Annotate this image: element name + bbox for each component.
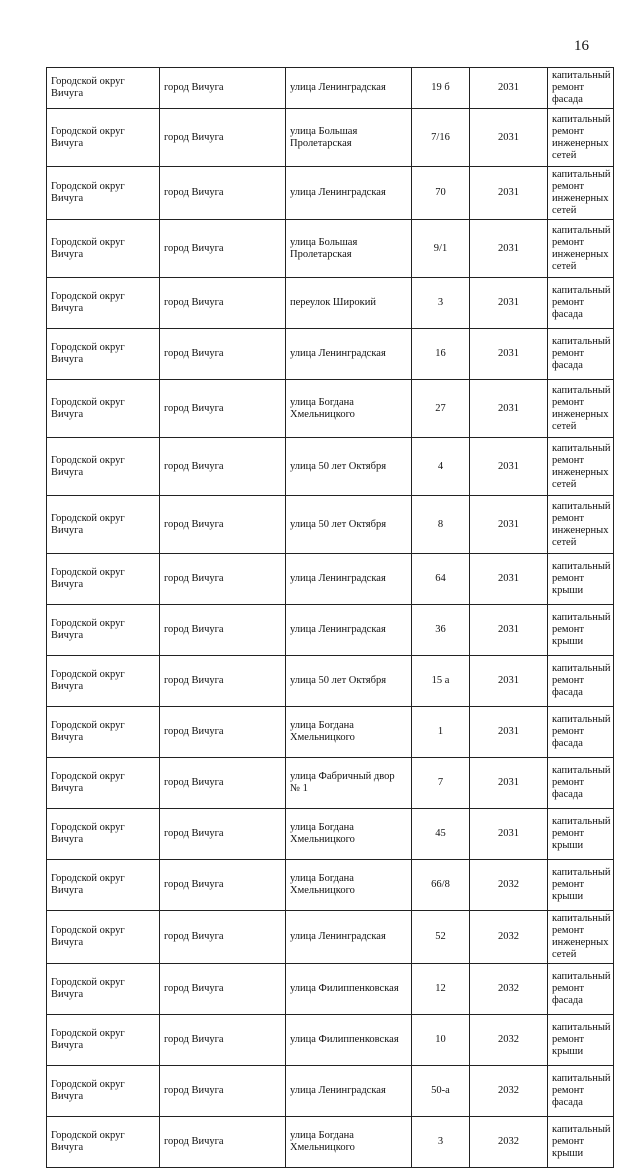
table-row: [47, 329, 614, 380]
municipality-cell: Городской округ Вичуга: [47, 758, 160, 809]
work-type-cell: капитальный ремонт крыши: [548, 1117, 614, 1168]
work-type-cell: капитальный ремонт фасада: [548, 758, 614, 809]
table-row: [47, 707, 614, 758]
municipality-cell: Городской округ Вичуга: [47, 1066, 160, 1117]
work-type-cell: капитальный ремонт фасада: [548, 278, 614, 329]
street-cell: улица Ленинградская: [286, 554, 412, 605]
house-number-cell: 27: [412, 380, 470, 438]
municipality-cell: Городской округ Вичуга: [47, 809, 160, 860]
house-number-cell: 16: [412, 329, 470, 380]
work-type-cell: капитальный ремонт фасада: [548, 707, 614, 758]
street-cell: улица Большая Пролетарская: [286, 109, 412, 167]
table-row: [47, 758, 614, 809]
street-cell: улица Богдана Хмельницкого: [286, 1117, 412, 1168]
table-row: [47, 964, 614, 1015]
municipality-cell: Городской округ Вичуга: [47, 380, 160, 438]
municipality-cell: Городской округ Вичуга: [47, 707, 160, 758]
year-cell: 2032: [470, 1015, 548, 1066]
city-cell: город Вичуга: [160, 707, 286, 758]
table-row: [47, 68, 614, 109]
city-cell: город Вичуга: [160, 554, 286, 605]
year-cell: 2031: [470, 656, 548, 707]
municipality-cell: Городской округ Вичуга: [47, 109, 160, 167]
work-type-cell: капитальный ремонт фасада: [548, 329, 614, 380]
city-cell: город Вичуга: [160, 1066, 286, 1117]
year-cell: 2031: [470, 605, 548, 656]
street-cell: улица Ленинградская: [286, 911, 412, 964]
street-cell: улица Филиппенковская: [286, 964, 412, 1015]
municipality-cell: Городской округ Вичуга: [47, 656, 160, 707]
municipality-cell: Городской округ Вичуга: [47, 1117, 160, 1168]
house-number-cell: 64: [412, 554, 470, 605]
city-cell: город Вичуга: [160, 109, 286, 167]
year-cell: 2031: [470, 68, 548, 109]
city-cell: город Вичуга: [160, 911, 286, 964]
street-cell: улица 50 лет Октября: [286, 496, 412, 554]
house-number-cell: 12: [412, 964, 470, 1015]
municipality-cell: Городской округ Вичуга: [47, 220, 160, 278]
year-cell: 2032: [470, 911, 548, 964]
work-type-cell: капитальный ремонт инженерных сетей: [548, 220, 614, 278]
year-cell: 2031: [470, 707, 548, 758]
street-cell: улица Ленинградская: [286, 1066, 412, 1117]
work-type-cell: капитальный ремонт инженерных сетей: [548, 167, 614, 220]
table-row: [47, 278, 614, 329]
municipality-cell: Городской округ Вичуга: [47, 554, 160, 605]
street-cell: улица Большая Пролетарская: [286, 220, 412, 278]
work-type-cell: капитальный ремонт крыши: [548, 605, 614, 656]
work-type-cell: капитальный ремонт крыши: [548, 860, 614, 911]
table-row: [47, 911, 614, 964]
work-type-cell: капитальный ремонт инженерных сетей: [548, 911, 614, 964]
city-cell: город Вичуга: [160, 278, 286, 329]
municipality-cell: Городской округ Вичуга: [47, 1015, 160, 1066]
year-cell: 2032: [470, 1117, 548, 1168]
municipality-cell: Городской округ Вичуга: [47, 860, 160, 911]
house-number-cell: 7/16: [412, 109, 470, 167]
house-number-cell: 7: [412, 758, 470, 809]
city-cell: город Вичуга: [160, 329, 286, 380]
year-cell: 2032: [470, 1066, 548, 1117]
year-cell: 2032: [470, 860, 548, 911]
year-cell: 2031: [470, 109, 548, 167]
table-row: [47, 656, 614, 707]
city-cell: город Вичуга: [160, 380, 286, 438]
house-number-cell: 66/8: [412, 860, 470, 911]
municipality-cell: Городской округ Вичуга: [47, 496, 160, 554]
work-type-cell: капитальный ремонт крыши: [548, 554, 614, 605]
city-cell: город Вичуга: [160, 656, 286, 707]
year-cell: 2031: [470, 167, 548, 220]
street-cell: улица Богдана Хмельницкого: [286, 809, 412, 860]
table-row: [47, 809, 614, 860]
municipality-cell: Городской округ Вичуга: [47, 964, 160, 1015]
table-row: [47, 605, 614, 656]
municipality-cell: Городской округ Вичуга: [47, 329, 160, 380]
street-cell: улица Богдана Хмельницкого: [286, 707, 412, 758]
city-cell: город Вичуга: [160, 964, 286, 1015]
city-cell: город Вичуга: [160, 68, 286, 109]
street-cell: улица Богдана Хмельницкого: [286, 380, 412, 438]
table-row: [47, 554, 614, 605]
year-cell: 2031: [470, 809, 548, 860]
house-number-cell: 4: [412, 438, 470, 496]
year-cell: 2031: [470, 554, 548, 605]
work-type-cell: капитальный ремонт фасада: [548, 964, 614, 1015]
street-cell: переулок Широкий: [286, 278, 412, 329]
city-cell: город Вичуга: [160, 860, 286, 911]
house-number-cell: 9/1: [412, 220, 470, 278]
table-row: [47, 220, 614, 278]
street-cell: улица Ленинградская: [286, 167, 412, 220]
table-row: [47, 1117, 614, 1168]
work-type-cell: капитальный ремонт инженерных сетей: [548, 496, 614, 554]
city-cell: город Вичуга: [160, 758, 286, 809]
work-type-cell: капитальный ремонт инженерных сетей: [548, 380, 614, 438]
table-row: [47, 496, 614, 554]
house-number-cell: 19 б: [412, 68, 470, 109]
work-type-cell: капитальный ремонт инженерных сетей: [548, 109, 614, 167]
municipality-cell: Городской округ Вичуга: [47, 167, 160, 220]
year-cell: 2031: [470, 438, 548, 496]
street-cell: улица 50 лет Октября: [286, 438, 412, 496]
street-cell: улица Ленинградская: [286, 605, 412, 656]
municipality-cell: Городской округ Вичуга: [47, 68, 160, 109]
house-number-cell: 3: [412, 1117, 470, 1168]
city-cell: город Вичуга: [160, 220, 286, 278]
municipality-cell: Городской округ Вичуга: [47, 438, 160, 496]
house-number-cell: 10: [412, 1015, 470, 1066]
work-type-cell: капитальный ремонт фасада: [548, 1066, 614, 1117]
house-number-cell: 70: [412, 167, 470, 220]
year-cell: 2031: [470, 278, 548, 329]
year-cell: 2031: [470, 380, 548, 438]
year-cell: 2031: [470, 496, 548, 554]
page-number: 16: [574, 38, 589, 54]
municipality-cell: Городской округ Вичуга: [47, 278, 160, 329]
house-number-cell: 52: [412, 911, 470, 964]
street-cell: улица Богдана Хмельницкого: [286, 860, 412, 911]
city-cell: город Вичуга: [160, 167, 286, 220]
city-cell: город Вичуга: [160, 809, 286, 860]
house-number-cell: 36: [412, 605, 470, 656]
table-row: [47, 1015, 614, 1066]
street-cell: улица Ленинградская: [286, 68, 412, 109]
year-cell: 2031: [470, 329, 548, 380]
housing-repair-table: [46, 67, 614, 1168]
house-number-cell: 15 а: [412, 656, 470, 707]
city-cell: город Вичуга: [160, 605, 286, 656]
year-cell: 2031: [470, 220, 548, 278]
house-number-cell: 3: [412, 278, 470, 329]
city-cell: город Вичуга: [160, 1015, 286, 1066]
table-row: [47, 438, 614, 496]
work-type-cell: капитальный ремонт крыши: [548, 1015, 614, 1066]
table-row: [47, 109, 614, 167]
house-number-cell: 50-а: [412, 1066, 470, 1117]
city-cell: город Вичуга: [160, 496, 286, 554]
house-number-cell: 45: [412, 809, 470, 860]
house-number-cell: 1: [412, 707, 470, 758]
work-type-cell: капитальный ремонт фасада: [548, 68, 614, 109]
table-row: [47, 380, 614, 438]
table-body: [47, 68, 614, 1168]
municipality-cell: Городской округ Вичуга: [47, 911, 160, 964]
municipality-cell: Городской округ Вичуга: [47, 605, 160, 656]
street-cell: улица 50 лет Октября: [286, 656, 412, 707]
year-cell: 2032: [470, 964, 548, 1015]
street-cell: улица Филиппенковская: [286, 1015, 412, 1066]
city-cell: город Вичуга: [160, 1117, 286, 1168]
work-type-cell: капитальный ремонт фасада: [548, 656, 614, 707]
table-row: [47, 167, 614, 220]
work-type-cell: капитальный ремонт крыши: [548, 809, 614, 860]
table-row: [47, 1066, 614, 1117]
city-cell: город Вичуга: [160, 438, 286, 496]
street-cell: улица Ленинградская: [286, 329, 412, 380]
street-cell: улица Фабричный двор № 1: [286, 758, 412, 809]
year-cell: 2031: [470, 758, 548, 809]
table-row: [47, 860, 614, 911]
house-number-cell: 8: [412, 496, 470, 554]
work-type-cell: капитальный ремонт инженерных сетей: [548, 438, 614, 496]
